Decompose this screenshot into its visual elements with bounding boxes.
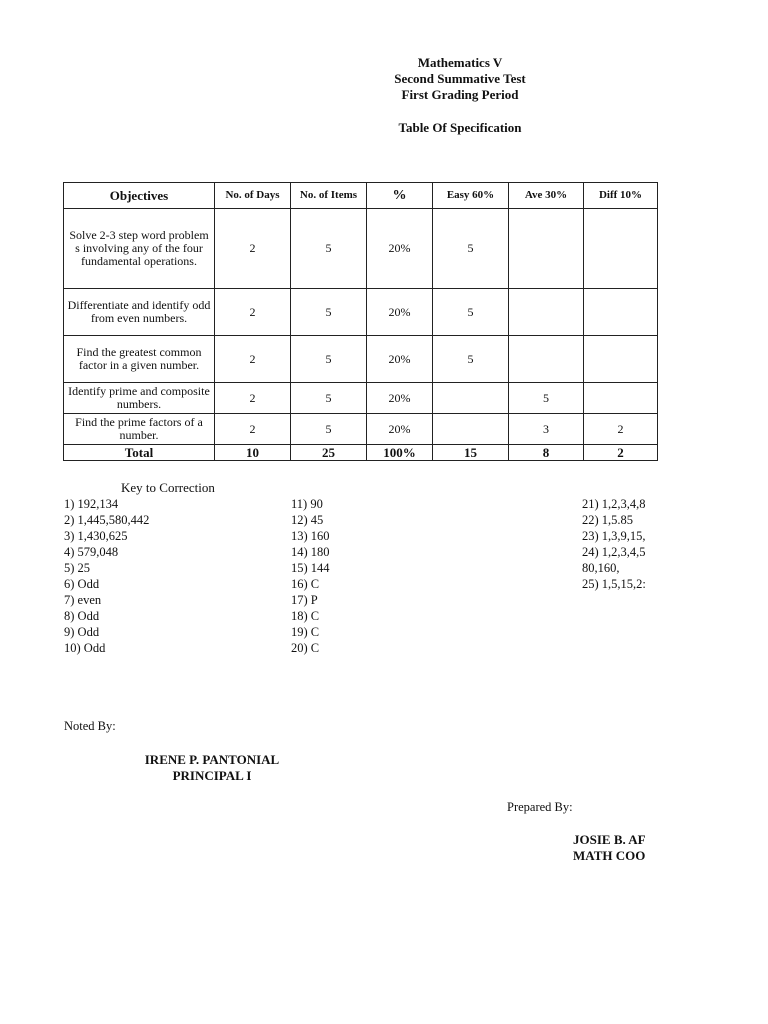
- answer-item: 20) C: [291, 641, 320, 655]
- objective-cell: Find the prime factors of a number.: [64, 414, 215, 445]
- total-days: 10: [215, 445, 291, 461]
- easy-cell: [433, 414, 509, 445]
- preparer-title: MATH COO: [573, 848, 646, 863]
- answer-item: 2) 1,445,580,442: [64, 513, 150, 527]
- days-cell: 2: [215, 414, 291, 445]
- header-items: No. of Items: [291, 183, 367, 209]
- table-row: [64, 289, 658, 336]
- difficult-cell: [584, 383, 658, 414]
- answer-item: 5) 25: [64, 561, 91, 575]
- difficult-cell: [584, 336, 658, 383]
- items-cell: 5: [291, 209, 367, 289]
- answer-item: 18) C: [291, 609, 320, 623]
- header-days: No. of Days: [215, 183, 291, 209]
- answer-item: 19) C: [291, 625, 320, 639]
- percent-cell: 20%: [367, 289, 433, 336]
- doc-title-test: Second Summative Test: [394, 71, 526, 86]
- answer-item: 4) 579,048: [64, 545, 119, 559]
- days-cell: 2: [215, 209, 291, 289]
- difficult-cell: [584, 289, 658, 336]
- answer-item: 9) Odd: [64, 625, 100, 639]
- table-row: [64, 336, 658, 383]
- header-average: Ave 30%: [509, 183, 584, 209]
- percent-cell: 20%: [367, 414, 433, 445]
- answer-key-column-2: [291, 496, 330, 656]
- answer-item: 16) C: [291, 577, 320, 591]
- answer-item: 10) Odd: [64, 641, 106, 655]
- items-cell: 5: [291, 336, 367, 383]
- easy-cell: 5: [433, 289, 509, 336]
- average-cell: [509, 209, 584, 289]
- prepared-by-signatory: [573, 832, 646, 864]
- total-average: 8: [509, 445, 584, 461]
- table-row: [64, 383, 658, 414]
- total-easy: 15: [433, 445, 509, 461]
- answer-item: 23) 1,3,9,15,: [582, 529, 646, 543]
- difficult-cell: 2: [584, 414, 658, 445]
- easy-cell: 5: [433, 336, 509, 383]
- days-cell: 2: [215, 383, 291, 414]
- total-label: Total: [64, 445, 215, 461]
- average-cell: [509, 336, 584, 383]
- answer-item: 1) 192,134: [64, 497, 119, 511]
- answer-item: 17) P: [291, 593, 318, 607]
- percent-cell: 20%: [367, 209, 433, 289]
- doc-title-table: Table Of Specification: [398, 120, 522, 135]
- total-difficult: 2: [584, 445, 658, 461]
- header-difficult: Diff 10%: [584, 183, 658, 209]
- table-header-row: [64, 183, 658, 209]
- answer-item: 14) 180: [291, 545, 330, 559]
- principal-title: PRINCIPAL I: [172, 768, 252, 783]
- table-row: [64, 414, 658, 445]
- average-cell: 3: [509, 414, 584, 445]
- objective-cell: Find the greatest common factor in a given number.: [64, 336, 215, 383]
- header-percent: %: [367, 183, 433, 209]
- answer-key-column-1: [64, 496, 149, 656]
- answer-item: 15) 144: [291, 561, 330, 575]
- average-cell: 5: [509, 383, 584, 414]
- total-percent: 100%: [367, 445, 433, 461]
- answer-item: 11) 90: [291, 497, 323, 511]
- noted-by-label: Noted By:: [64, 719, 116, 733]
- prepared-by-label: Prepared By:: [507, 800, 573, 814]
- answer-key-title: Key to Correction: [121, 480, 215, 495]
- answer-item: 8) Odd: [64, 609, 100, 623]
- average-cell: [509, 289, 584, 336]
- specification-table: [63, 182, 658, 461]
- table-row: [64, 209, 658, 289]
- answer-item: 13) 160: [291, 529, 330, 543]
- doc-title-subject: Mathematics V: [417, 55, 503, 70]
- objective-cell: Identify prime and composite numbers.: [64, 383, 215, 414]
- answer-item: 6) Odd: [64, 577, 100, 591]
- objective-cell: Differentiate and identify odd from even numbers.: [64, 289, 215, 336]
- items-cell: 5: [291, 289, 367, 336]
- answer-item: 25) 1,5,15,2:: [582, 577, 646, 591]
- items-cell: 5: [291, 414, 367, 445]
- easy-cell: 5: [433, 209, 509, 289]
- answer-item: 7) even: [64, 593, 102, 607]
- answer-item: 21) 1,2,3,4,8: [582, 497, 646, 511]
- easy-cell: [433, 383, 509, 414]
- items-cell: 5: [291, 383, 367, 414]
- days-cell: 2: [215, 336, 291, 383]
- principal-name: IRENE P. PANTONIAL: [144, 752, 280, 767]
- total-row: [64, 445, 658, 461]
- answer-item: 22) 1,5.85: [582, 513, 634, 527]
- doc-title-period: First Grading Period: [401, 87, 519, 102]
- percent-cell: 20%: [367, 383, 433, 414]
- answer-item: 12) 45: [291, 513, 324, 527]
- answer-item: 80,160,: [582, 561, 620, 575]
- header-objectives: Objectives: [64, 183, 215, 209]
- days-cell: 2: [215, 289, 291, 336]
- total-items: 25: [291, 445, 367, 461]
- noted-by-signatory: [134, 752, 290, 784]
- answer-key-column-3: [582, 496, 646, 592]
- difficult-cell: [584, 209, 658, 289]
- preparer-name: JOSIE B. AF: [573, 832, 646, 847]
- answer-item: 3) 1,430,625: [64, 529, 128, 543]
- header-easy: Easy 60%: [433, 183, 509, 209]
- objective-cell: Solve 2-3 step word problem s involving any of the four fundamental operations.: [64, 209, 215, 289]
- answer-item: 24) 1,2,3,4,5: [582, 545, 646, 559]
- percent-cell: 20%: [367, 336, 433, 383]
